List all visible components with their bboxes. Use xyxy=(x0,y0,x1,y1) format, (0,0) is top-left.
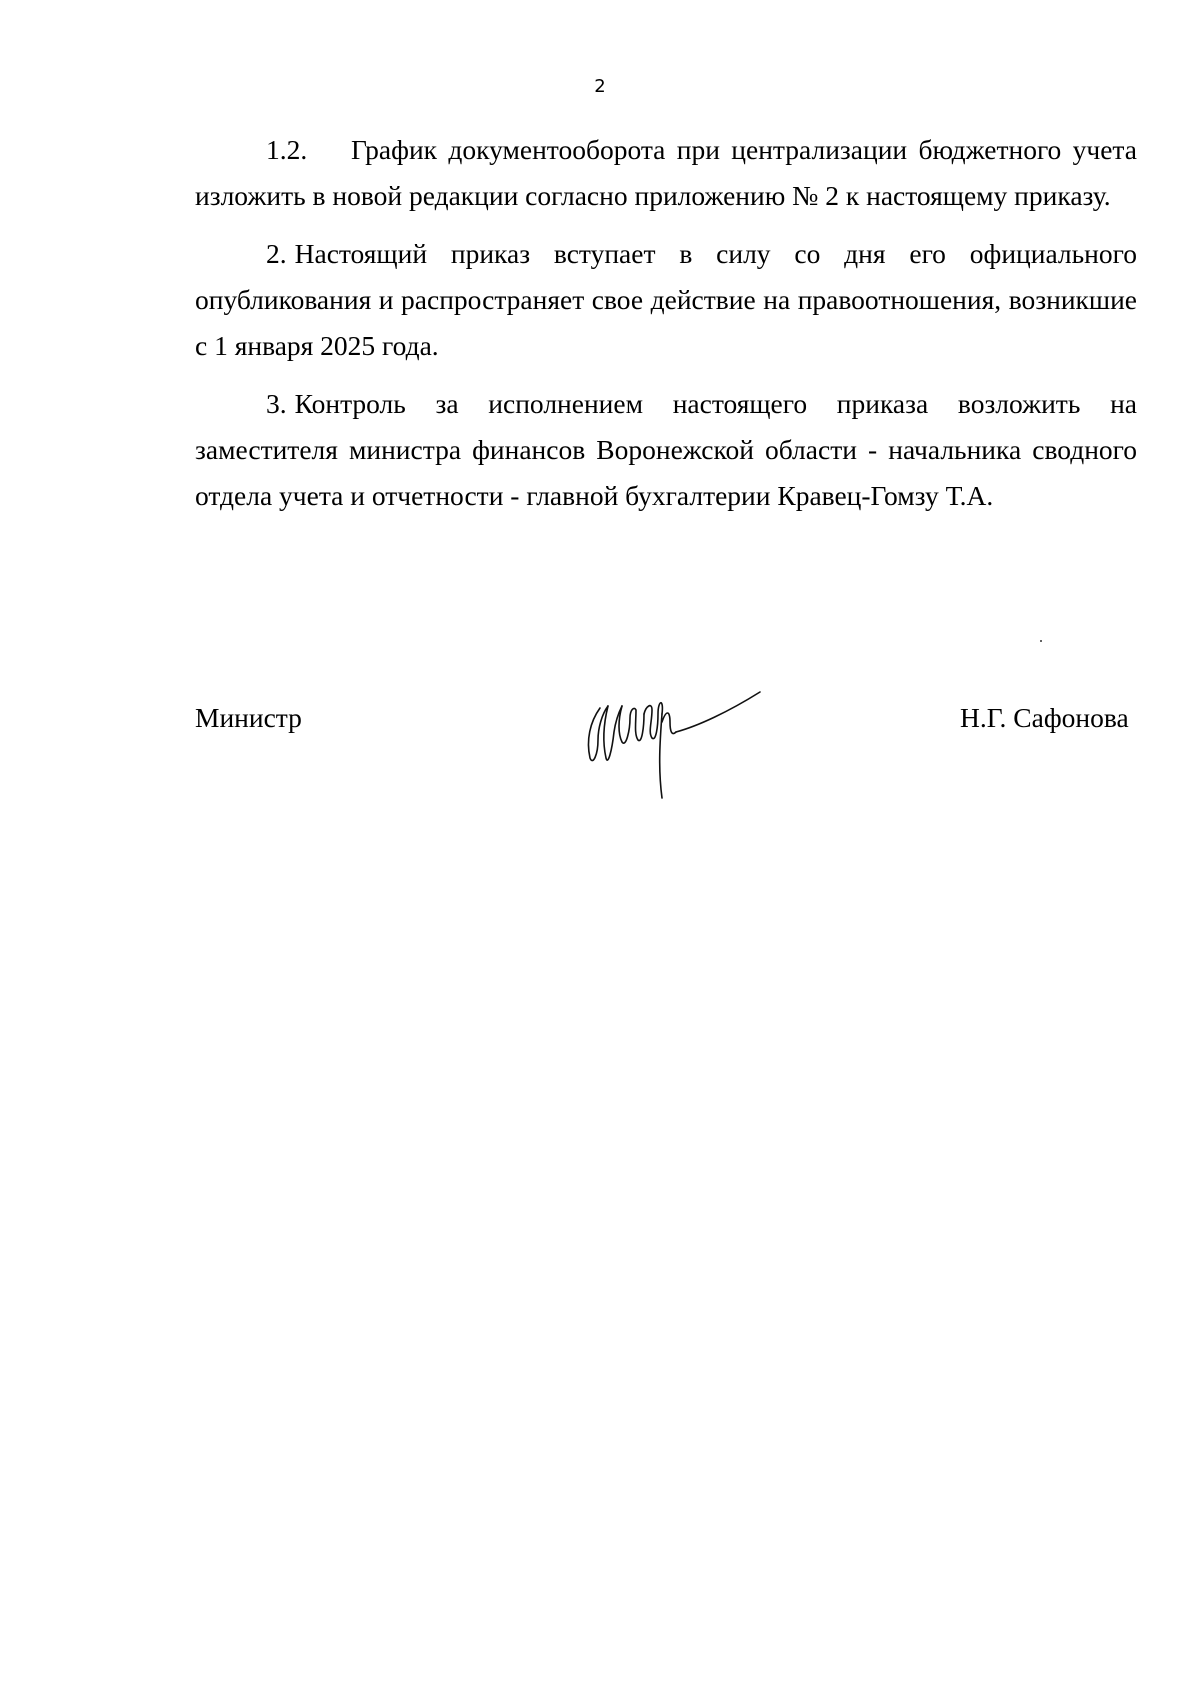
paragraph-text: График документооборота при централизации бюджетного учета изложить в новой редакции согласно приложению № 2 к настоящему приказу. xyxy=(195,134,1137,211)
document-body xyxy=(195,127,1137,531)
page-number: 2 xyxy=(594,76,606,97)
signatory-position: Министр xyxy=(195,702,302,733)
signatory-name: Н.Г. Сафонова xyxy=(960,702,1129,733)
paragraph-1-2 xyxy=(195,127,1137,219)
paragraph-text: Контроль за исполнением настоящего приказа возложить на заместителя министра финансов Воронежской области - начальника сводного отдела учета и отчетности - главной бухгалтерии Кравец-Гомзу Т.А. xyxy=(195,388,1137,511)
paragraph-number: 2. xyxy=(266,238,287,269)
paragraph-text: Настоящий приказ вступает в силу со дня его официального опубликования и распространяет свое действие на правоотношения, возникшие с 1 января 2025 года. xyxy=(195,238,1137,361)
paragraph-number: 3. xyxy=(266,388,287,419)
paragraph-3 xyxy=(195,381,1137,519)
paragraph-number: 1.2. xyxy=(266,134,308,165)
paragraph-2 xyxy=(195,231,1137,369)
handwritten-signature xyxy=(578,670,768,810)
scan-speck xyxy=(1040,640,1042,642)
